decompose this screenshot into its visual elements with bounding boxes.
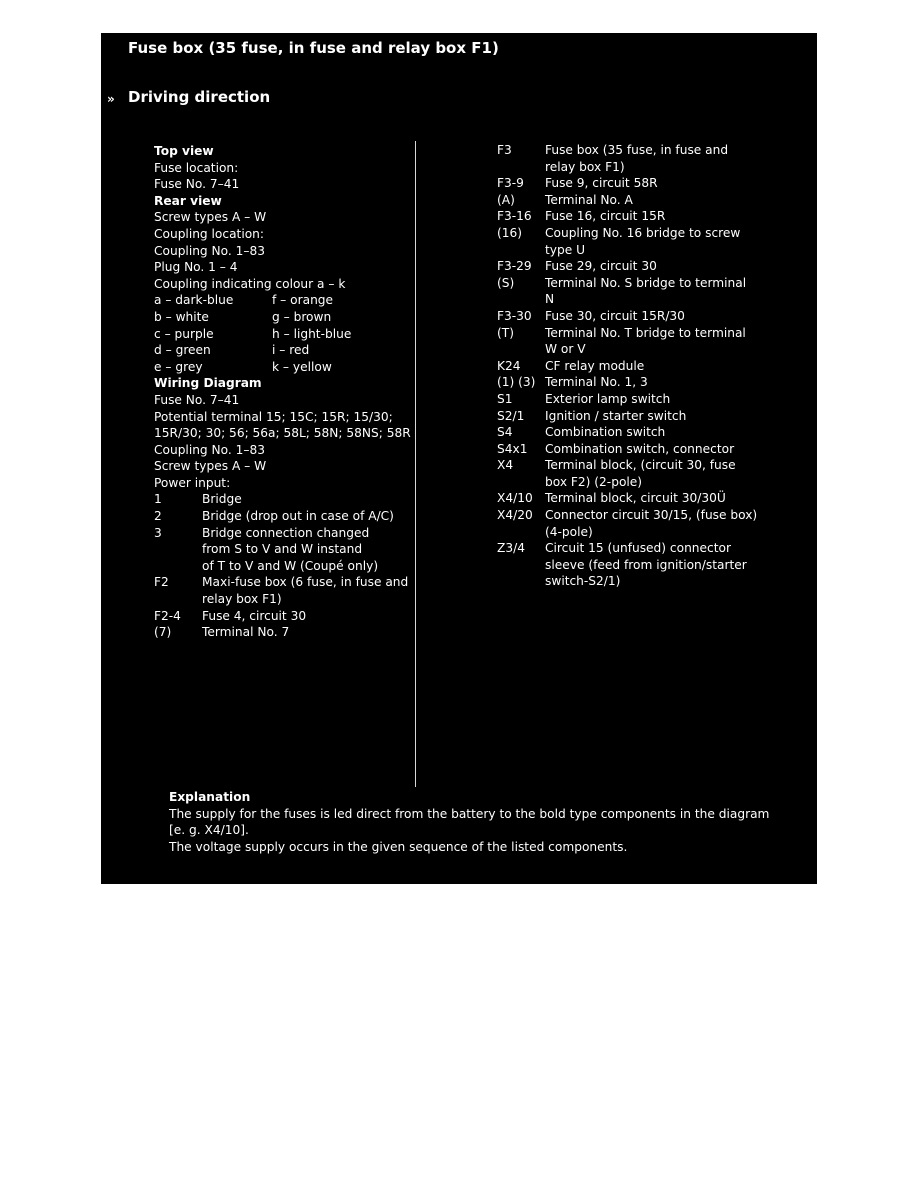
legend-item bbox=[497, 540, 757, 590]
legend-item bbox=[497, 308, 757, 325]
coupling-number-label: Coupling No. 1–83 bbox=[154, 243, 265, 258]
colour-entry: h – light-blue bbox=[272, 326, 352, 341]
colour-entry: i – red bbox=[272, 343, 310, 358]
legend-item bbox=[497, 175, 757, 192]
coupling-colour-label: Coupling indicating colour a – k bbox=[154, 276, 346, 291]
legend-item bbox=[497, 408, 757, 425]
legend-code: (T) bbox=[497, 325, 514, 340]
legend-desc: Fuse box (35 fuse, in fuse and bbox=[545, 143, 729, 157]
document-panel bbox=[101, 33, 817, 884]
legend-desc: Terminal No. S bridge to terminal bbox=[545, 275, 747, 290]
legend-desc: sleeve (feed from ignition/starter bbox=[545, 557, 747, 572]
explanation-line: The voltage supply occurs in the given sequence of the listed components. bbox=[169, 839, 628, 854]
legend-desc: Terminal block, (circuit 30, fuse bbox=[545, 458, 736, 473]
legend-code: Z3/4 bbox=[497, 541, 525, 556]
colour-entry: b – white bbox=[154, 309, 209, 324]
legend-item bbox=[154, 608, 411, 625]
legend-desc: Fuse 30, circuit 15R/30 bbox=[545, 308, 685, 323]
legend-desc: type U bbox=[545, 242, 586, 257]
explanation-heading: Explanation bbox=[169, 790, 251, 804]
legend-code: (7) bbox=[154, 625, 172, 640]
legend-desc: switch-S2/1) bbox=[545, 574, 621, 589]
legend-desc: Bridge (drop out in case of A/C) bbox=[202, 509, 394, 524]
plug-number-label: Plug No. 1 – 4 bbox=[154, 260, 238, 275]
legend-code: S1 bbox=[497, 391, 513, 406]
legend-desc: Fuse 9, circuit 58R bbox=[545, 176, 658, 191]
legend-desc: Fuse 29, circuit 30 bbox=[545, 259, 657, 274]
legend-item bbox=[497, 391, 757, 408]
legend-code: F3-29 bbox=[497, 259, 532, 274]
colour-entry: f – orange bbox=[272, 293, 334, 308]
explanation-line: [e. g. X4/10]. bbox=[169, 823, 249, 838]
colour-row bbox=[154, 292, 411, 309]
left-column bbox=[154, 143, 411, 641]
legend-code: S4x1 bbox=[497, 441, 528, 456]
legend-item bbox=[497, 424, 757, 441]
legend-item bbox=[154, 491, 411, 508]
legend-desc: relay box F1) bbox=[545, 159, 625, 174]
legend-code: 2 bbox=[154, 509, 162, 524]
legend-desc: relay box F1) bbox=[202, 592, 282, 607]
legend-item bbox=[497, 374, 757, 391]
screw-types-label: Screw types A – W bbox=[154, 210, 267, 225]
legend-item bbox=[497, 275, 757, 308]
legend-desc: Fuse 4, circuit 30 bbox=[202, 608, 307, 623]
legend-item bbox=[497, 225, 757, 258]
colour-entry: a – dark-blue bbox=[154, 293, 234, 308]
legend-item bbox=[497, 325, 757, 358]
legend-code: X4 bbox=[497, 458, 514, 473]
legend-desc: Combination switch, connector bbox=[545, 441, 735, 456]
legend-code: F3-9 bbox=[497, 176, 524, 191]
legend-item bbox=[154, 525, 411, 575]
explanation-block bbox=[169, 789, 769, 855]
colour-entry: g – brown bbox=[272, 309, 332, 324]
legend-desc: Terminal No. A bbox=[545, 192, 633, 207]
column-divider bbox=[415, 141, 416, 787]
legend-desc: from S to V and W instand bbox=[202, 542, 363, 557]
legend-code: (A) bbox=[497, 192, 515, 207]
legend-desc: Exterior lamp switch bbox=[545, 391, 671, 406]
legend-desc: (4-pole) bbox=[545, 524, 593, 539]
colour-entry: d – green bbox=[154, 343, 211, 358]
coupling-location-label: Coupling location: bbox=[154, 226, 264, 241]
legend-desc: W or V bbox=[545, 342, 586, 357]
legend-item bbox=[154, 574, 411, 607]
potential-terminal-line-2: 15R/30; 30; 56; 56a; 58L; 58N; 58NS; 58R bbox=[154, 426, 411, 441]
legend-code: S4 bbox=[497, 425, 513, 440]
legend-code: F2 bbox=[154, 575, 169, 590]
arrow-right-icon: » bbox=[107, 92, 115, 106]
fuse-number-label: Fuse No. 7–41 bbox=[154, 177, 240, 192]
legend-item bbox=[154, 508, 411, 525]
legend-desc: Bridge connection changed bbox=[202, 525, 370, 540]
legend-desc: Fuse 16, circuit 15R bbox=[545, 209, 666, 224]
colour-row bbox=[154, 326, 411, 343]
legend-item bbox=[497, 208, 757, 225]
legend-code: S2/1 bbox=[497, 408, 525, 423]
legend-item bbox=[497, 457, 757, 490]
legend-desc: CF relay module bbox=[545, 358, 645, 373]
colour-row bbox=[154, 309, 411, 326]
legend-item bbox=[497, 142, 757, 175]
legend-code: (S) bbox=[497, 275, 515, 290]
coupling-number-label-2: Coupling No. 1–83 bbox=[154, 442, 265, 457]
legend-code: F3-30 bbox=[497, 308, 532, 323]
legend-code: F2-4 bbox=[154, 608, 181, 623]
wiring-diagram-heading: Wiring Diagram bbox=[154, 376, 262, 391]
legend-item bbox=[497, 507, 757, 540]
legend-desc: Connector circuit 30/15, (fuse box) bbox=[545, 508, 758, 523]
potential-terminal-line-1: Potential terminal 15; 15C; 15R; 15/30; bbox=[154, 409, 393, 424]
power-input-label: Power input: bbox=[154, 475, 231, 490]
legend-desc: Combination switch bbox=[545, 425, 666, 440]
right-column bbox=[497, 142, 757, 590]
colour-row bbox=[154, 359, 411, 376]
legend-code: K24 bbox=[497, 358, 521, 373]
legend-code: F3 bbox=[497, 143, 512, 157]
legend-desc: of T to V and W (Coupé only) bbox=[202, 558, 379, 573]
legend-item bbox=[497, 490, 757, 507]
legend-item bbox=[497, 258, 757, 275]
explanation-line: The supply for the fuses is led direct from the battery to the bold type components in the diagram bbox=[169, 806, 770, 821]
colour-entry: c – purple bbox=[154, 326, 214, 341]
legend-item bbox=[497, 441, 757, 458]
legend-desc: Terminal block, circuit 30/30Ü bbox=[545, 491, 726, 506]
legend-code: F3-16 bbox=[497, 209, 532, 224]
legend-desc: Ignition / starter switch bbox=[545, 408, 687, 423]
legend-code: (16) bbox=[497, 225, 523, 240]
screw-types-label-2: Screw types A – W bbox=[154, 459, 267, 474]
top-view-heading: Top view bbox=[154, 144, 214, 158]
legend-code: X4/20 bbox=[497, 508, 533, 523]
legend-desc: Terminal No. T bridge to terminal bbox=[545, 325, 746, 340]
legend-desc: Bridge bbox=[202, 492, 242, 507]
colour-entry: e – grey bbox=[154, 359, 203, 374]
driving-direction-heading: Driving direction bbox=[128, 88, 271, 106]
legend-item bbox=[497, 358, 757, 375]
legend-desc: box F2) (2-pole) bbox=[545, 474, 643, 489]
legend-desc: Terminal No. 7 bbox=[202, 625, 290, 640]
legend-code: (1) (3) bbox=[497, 375, 536, 390]
legend-desc: N bbox=[545, 292, 555, 307]
rear-view-heading: Rear view bbox=[154, 193, 222, 208]
legend-desc: Maxi-fuse box (6 fuse, in fuse and bbox=[202, 575, 409, 590]
legend-desc: Coupling No. 16 bridge to screw bbox=[545, 225, 741, 240]
colour-row bbox=[154, 342, 411, 359]
legend-code: X4/10 bbox=[497, 491, 533, 506]
fuse-number-label-2: Fuse No. 7–41 bbox=[154, 392, 240, 407]
legend-desc: Circuit 15 (unfused) connector bbox=[545, 541, 731, 556]
fuse-location-label: Fuse location: bbox=[154, 160, 239, 175]
legend-code: 1 bbox=[154, 492, 162, 507]
legend-code: 3 bbox=[154, 525, 162, 540]
legend-item bbox=[154, 624, 411, 641]
legend-desc: Terminal No. 1, 3 bbox=[545, 375, 648, 390]
page-title: Fuse box (35 fuse, in fuse and relay box F1) bbox=[128, 39, 499, 57]
legend-item bbox=[497, 192, 757, 209]
colour-entry: k – yellow bbox=[272, 359, 332, 374]
